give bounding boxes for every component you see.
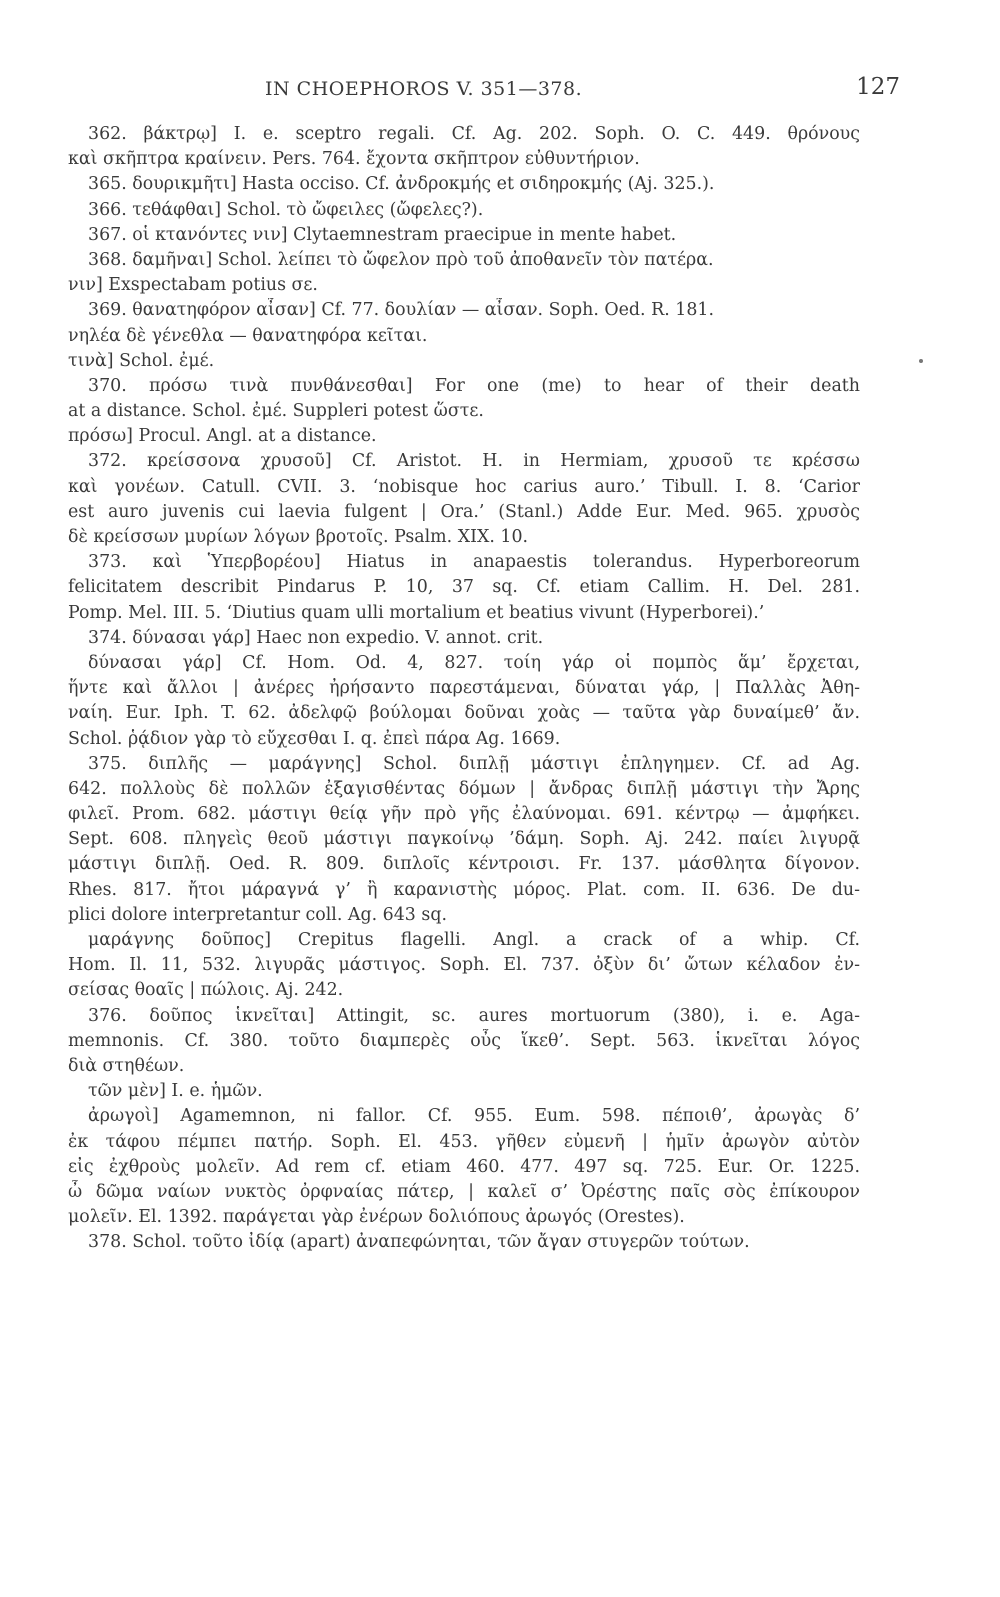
text-line: at a distance. Schol. ἐμέ. Suppleri potest ὥστε. (68, 401, 484, 422)
text-line: 365. δουρικμῆτι] Hasta occiso. Cf. ἀνδροκμής et σιδηροκμής (Aj. 325.). (88, 174, 715, 195)
text-line: Hom. Il. 11, 532. λιγυρᾶς μάστιγος. Soph. El. 737. ὀξὺν δι’ ὤτων κέλαδον ἐν- (68, 955, 860, 976)
text-line: καὶ γονέων. Catull. CVII. 3. ‘nobisque hoc carius auro.’ Tibull. I. 8. ‘Carior (68, 476, 860, 497)
text-line: φιλεῖ. Prom. 682. μάστιγι θείᾳ γῆν πρὸ γῆς ἐλαύνομαι. 691. κέντρῳ — ἀμφήκει. (68, 804, 860, 825)
text-line: εἰς ἐχθροὺς μολεῖν. Ad rem cf. etiam 460. 477. 497 sq. 725. Eur. Or. 1225. (68, 1156, 860, 1177)
text-line: 375. διπλῆς — μαράγνης] Schol. διπλῇ μάστιγι ἐπληγημεν. Cf. ad Ag. (88, 753, 860, 774)
text-line: ἥντε καὶ ἄλλοι | ἀνέρες ἠρήσαντο παρεστάμεναι, δύναται γάρ, | Παλλὰς Ἀθη- (68, 678, 860, 699)
text-line: τινὰ] Schol. ἐμέ. (68, 350, 215, 371)
text-line: plici dolore interpretantur coll. Ag. 643 sq. (68, 904, 447, 925)
text-line: τῶν μὲν] I. e. ἡμῶν. (88, 1081, 263, 1102)
text-line: πρόσω] Procul. Angl. at a distance. (68, 426, 377, 447)
text-line: 369. θανατηφόρον αἶσαν] Cf. 77. δουλίαν — αἶσαν. Soph. Oed. R. 181. (88, 300, 714, 321)
text-line: 378. Schol. τοῦτο ἰδίᾳ (apart) ἀναπεφώνηται, τῶν ἄγαν στυγερῶν τούτων. (88, 1232, 750, 1253)
text-line: νιν] Exspectabam potius σε. (68, 275, 318, 296)
text-line: 642. πολλοὺς δὲ πολλῶν ἐξαγισθέντας δόμων | ἄνδρας διπλῇ μάστιγι τὴν Ἄρης (68, 778, 860, 799)
text-line: memnonis. Cf. 380. τοῦτο διαμπερὲς οὖς ἵκεθ’. Sept. 563. ἱκνεῖται λόγος (68, 1030, 860, 1051)
text-line: δὲ κρείσσων μυρίων λόγων βροτοῖς. Psalm. XIX. 10. (68, 527, 529, 547)
text-line: 367. οἱ κτανόντες νιν] Clytaemnestram praecipue in mente habet. (88, 224, 677, 245)
text-line: νηλέα δὲ γένεθλα — θανατηφόρα κεῖται. (68, 325, 428, 346)
commentary-notes (68, 122, 860, 1255)
text-line: διὰ στηθέων. (68, 1055, 185, 1076)
text-line: 366. τεθάφθαι] Schol. τὸ ὤφειλες (ὤφελες?). (88, 199, 484, 220)
text-line: σείσας θοαῖς | πώλοις. Aj. 242. (68, 980, 344, 1001)
text-line: 374. δύνασαι γάρ] Haec non expedio. V. annot. crit. (88, 627, 544, 648)
page-speck (919, 359, 923, 363)
text-line: Pomp. Mel. III. 5. ‘Diutius quam ulli mortalium et beatius vivunt (Hyperborei).’ (68, 602, 765, 623)
text-line: μολεῖν. El. 1392. παράγεται γὰρ ἐνέρων δολιόπους ἀρωγός (Orestes). (68, 1207, 685, 1228)
text-line: καὶ σκῆπτρα κραίνειν. Pers. 764. ἔχοντα σκῆπτρον εὐθυντήριον. (68, 149, 640, 170)
text-line: ἐκ τάφου πέμπει πατήρ. Soph. El. 453. γῆθεν εὐμενῆ | ἡμῖν ἀρωγὸν αὐτὸν (68, 1131, 860, 1152)
text-line: 362. βάκτρῳ] I. e. sceptro regali. Cf. Ag. 202. Soph. O. C. 449. θρόνους (88, 124, 860, 144)
text-line: 370. πρόσω τινὰ πυνθάνεσθαι] For one (me) to hear of their death (88, 375, 860, 396)
running-head (60, 72, 900, 112)
text-line: 372. κρείσσονα χρυσοῦ] Cf. Aristot. H. in Hermiam, χρυσοῦ τε κρέσσω (88, 451, 860, 472)
text-line: ναίη. Eur. Iph. T. 62. ἀδελφῷ βούλομαι δοῦναι χοὰς — ταῦτα γὰρ δυναίμεθ’ ἄν. (68, 703, 860, 724)
text-line: δύνασαι γάρ] Cf. Hom. Od. 4, 827. τοίη γάρ οἱ πομπὸς ἅμ’ ἔρχεται, (88, 652, 860, 673)
text-line: est auro juvenis cui laevia fulgent | Ora.’ (Stanl.) Adde Eur. Med. 965. χρυσὸς (68, 501, 860, 522)
text-line: μαράγνης δοῦπος] Crepitus flagelli. Angl. a crack of a whip. Cf. (88, 930, 860, 950)
text-line: Sept. 608. πληγεὶς θεοῦ μάστιγι παγκοίνῳ ’δάμη. Soph. Aj. 242. παίει λιγυρᾷ (68, 829, 860, 850)
page-number: 127 (856, 74, 900, 100)
text-line: 376. δοῦπος ἱκνεῖται] Attingit, sc. aures mortuorum (380), i. e. Aga- (88, 1005, 860, 1026)
text-line: μάστιγι διπλῇ. Oed. R. 809. διπλοῖς κέντροισι. Fr. 137. μάσθλητα δίγονον. (68, 854, 860, 875)
text-line: ὦ δῶμα ναίων νυκτὸς ὀρφναίας πάτερ, | καλεῖ σ’ Ὀρέστης παῖς σὸς ἐπίκουρον (68, 1181, 860, 1202)
text-line: felicitatem describit Pindarus P. 10, 37 sq. Cf. etiam Callim. H. Del. 281. (68, 577, 860, 598)
text-line: Schol. ῥᾴδιον γὰρ τὸ εὔχεσθαι I. q. ἐπεὶ πάρα Ag. 1669. (68, 728, 561, 749)
text-line: Rhes. 817. ἤτοι μάραγνά γ’ ἢ καρανιστὴς μόρος. Plat. com. II. 636. De du- (68, 879, 860, 900)
text-line: ἀρωγοὶ] Agamemnon, ni fallor. Cf. 955. Eum. 598. πέποιθ’, ἀρωγὰς δ’ (88, 1106, 860, 1127)
text-line: 368. δαμῆναι] Schol. λείπει τὸ ὤφελον πρὸ τοῦ ἀποθανεῖν τὸν πατέρα. (88, 249, 714, 270)
running-title: IN CHOEPHOROS V. 351—378. (265, 78, 583, 100)
text-line: 373. καὶ Ὑπερβορέου] Hiatus in anapaestis tolerandus. Hyperboreorum (88, 552, 860, 573)
